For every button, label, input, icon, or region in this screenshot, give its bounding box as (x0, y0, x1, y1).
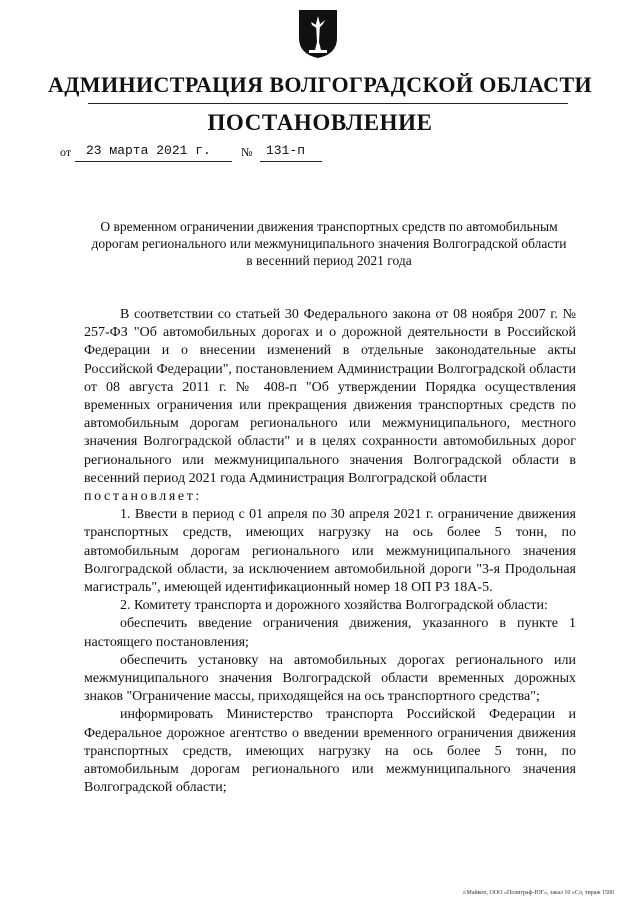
clause-2-item: обеспечить введение ограничения движения, указанного в пункте 1 настоящего постановления; (84, 616, 576, 650)
number-prefix: № (241, 145, 253, 159)
organization-title: АДМИНИСТРАЦИЯ ВОЛГОГРАДСКОЙ ОБЛАСТИ (47, 72, 593, 97)
clause-2-item: информировать Министерство транспорта Российской Федерации и Федеральное дорожное агентство о введении временного ограничения движения транспортных средств, имеющих нагрузку на ось более 5 тонн, по автомобильным дорогам регионального или межмуниципального значения Волгоградской области; (84, 707, 576, 796)
clause-1: 1. Ввести в период с 01 апреля по 30 апреля 2021 г. ограничение движения транспортных средств, имеющих нагрузку на ось более 5 тонн, по автомобильным дорогам регионального или межмуниципального значения Волгоградской области, за исключением автомобильной дороги "3-я Продольная магистраль", имеющей идентификационный номер 18 ОП РЗ 18А-5. (84, 507, 576, 596)
document-number: 131-п (266, 143, 306, 158)
date-prefix: от (60, 145, 72, 159)
document-type: ПОСТАНОВЛЕНИЕ (207, 110, 433, 135)
print-info: г.Майкоп, ООО «Полиграф-ЮГ», заказ 10 «Сл, тираж 1500 (463, 890, 614, 896)
number-underline (260, 161, 322, 162)
coat-of-arms-icon (297, 8, 339, 60)
document-body (84, 306, 576, 797)
document-subject (80, 218, 578, 269)
subject-line: О временном ограничении движения транспортных средств по автомобильным (100, 219, 558, 234)
header-divider (88, 103, 568, 104)
resolves-line (84, 488, 576, 506)
resolves-word: постановляет: (84, 489, 202, 505)
date-underline (75, 161, 232, 162)
clause-2: 2. Комитету транспорта и дорожного хозяйства Волгоградской области: (120, 598, 548, 614)
clause-2-item: обеспечить установку на автомобильных дорогах регионального или межмуниципального значения Волгоградской области временных дорожных знаков "Ограничение массы, приходящейся на ось транспортного средства"; (84, 652, 576, 705)
subject-line: в весенний период 2021 года (246, 253, 412, 268)
subject-line: дорогам регионального или межмуниципального значения Волгоградской области (91, 236, 567, 251)
document-date: 23 марта 2021 г. (86, 143, 211, 158)
preamble-paragraph: В соответствии со статьей 30 Федерального закона от 08 ноября 2007 г. № 257-ФЗ "Об автомобильных дорогах и о дорожной деятельности в Российской Федерации и о внесении изменений в отдельные законодательные акты Российской Федерации", постановлением Администрации Волгоградской области от 08 августа 2011 г. № 408-п "Об утверждении Порядка осуществления временных ограничения или прекращения движения транспортных средств по автомобильным дорогам регионального или межмуниципального, местного значения Волгоградской области" и в целях сохранности автомобильных дорог регионального или межмуниципального значения Волгоградской области в весенний период 2021 года Администрация Волгоградской области (84, 307, 576, 486)
